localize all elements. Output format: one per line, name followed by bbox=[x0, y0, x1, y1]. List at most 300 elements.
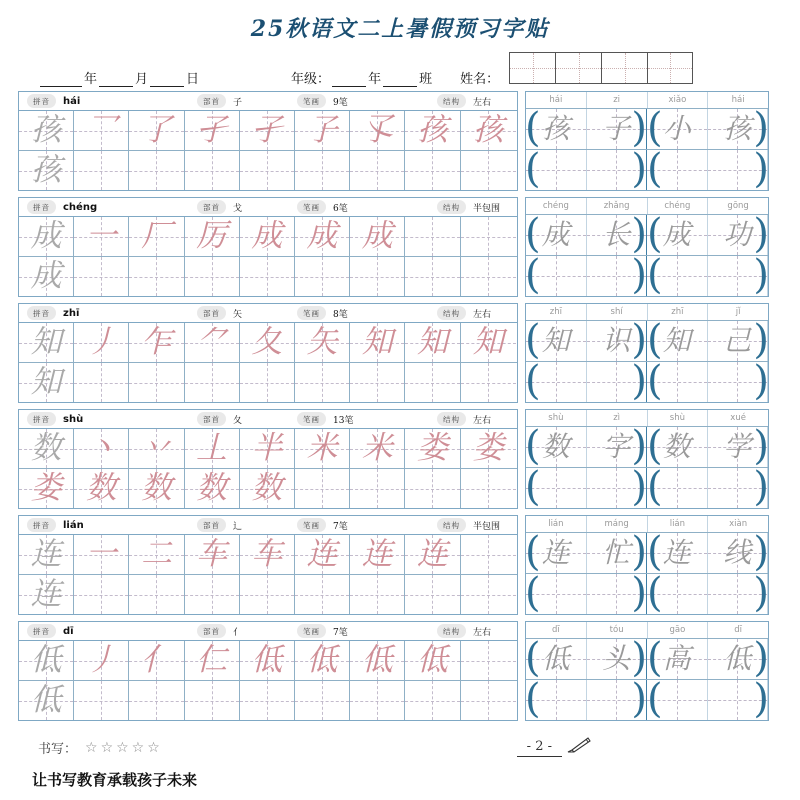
model-character: 成 bbox=[30, 258, 62, 294]
bracket-middle-icon: )( bbox=[631, 635, 663, 682]
practice-cell[interactable] bbox=[350, 575, 405, 614]
stroke-step-character: 连 bbox=[416, 536, 448, 572]
practice-cell[interactable] bbox=[129, 575, 184, 614]
practice-grid-line bbox=[19, 681, 517, 720]
vocabulary-cell[interactable] bbox=[647, 321, 708, 361]
vocabulary-pinyin: xué bbox=[730, 413, 746, 423]
practice-cell[interactable] bbox=[461, 217, 516, 256]
vocabulary-cell[interactable] bbox=[708, 635, 769, 682]
practice-cell[interactable] bbox=[129, 151, 184, 190]
vocabulary-cell[interactable] bbox=[647, 680, 708, 720]
practice-cell[interactable] bbox=[129, 641, 184, 680]
practice-cell[interactable] bbox=[350, 111, 405, 150]
vocabulary-line bbox=[525, 252, 769, 299]
info-pinyin bbox=[27, 306, 197, 320]
vocabulary-cell[interactable] bbox=[647, 533, 708, 573]
practice-cell[interactable] bbox=[295, 151, 350, 190]
practice-cell[interactable] bbox=[185, 681, 240, 720]
bracket-right-icon: ) bbox=[753, 570, 769, 617]
practice-cell[interactable] bbox=[74, 217, 129, 256]
stroke-step-character: 连 bbox=[306, 536, 338, 572]
practice-cell[interactable] bbox=[295, 323, 350, 362]
practice-cell[interactable] bbox=[129, 217, 184, 256]
vocabulary-pinyin: gāo bbox=[648, 622, 709, 638]
stroke-step-character: 车 bbox=[196, 536, 228, 572]
stroke-step-character: 孩 bbox=[472, 112, 504, 148]
bracket-left-icon: ( bbox=[525, 252, 541, 299]
vocabulary-character: 忙 bbox=[602, 536, 631, 569]
vocabulary-cell[interactable] bbox=[708, 529, 769, 576]
vocabulary-cell[interactable] bbox=[587, 533, 648, 573]
practice-cell[interactable] bbox=[295, 535, 350, 574]
vocabulary-character: 功 bbox=[723, 218, 752, 251]
practice-cell[interactable] bbox=[185, 641, 240, 680]
vocabulary-cell[interactable] bbox=[708, 211, 769, 258]
vocabulary-character: 长 bbox=[602, 218, 631, 251]
stroke-step-character: 半 bbox=[251, 430, 283, 466]
practice-cell[interactable] bbox=[185, 535, 240, 574]
vocabulary-pinyin: chéng bbox=[526, 198, 587, 214]
info-strokes bbox=[297, 306, 437, 320]
vocabulary-cell[interactable] bbox=[525, 423, 587, 470]
practice-cell[interactable] bbox=[19, 217, 74, 256]
bracket-right-icon: ) bbox=[753, 676, 769, 723]
info-strokes-label: 笔画 bbox=[297, 412, 326, 426]
practice-cell[interactable] bbox=[295, 681, 350, 720]
name-box[interactable] bbox=[647, 52, 693, 84]
practice-grid-line bbox=[19, 217, 517, 257]
practice-cell[interactable] bbox=[461, 575, 516, 614]
name-box[interactable] bbox=[601, 52, 647, 84]
vocabulary-line bbox=[525, 570, 769, 617]
vocabulary-line bbox=[525, 423, 769, 470]
info-strokes bbox=[297, 518, 437, 532]
bracket-right-icon: ) bbox=[753, 317, 769, 364]
practice-cell[interactable] bbox=[19, 469, 74, 508]
info-structure-label: 结构 bbox=[437, 518, 466, 532]
stroke-step-character: 数 bbox=[251, 470, 283, 506]
practice-cell[interactable] bbox=[295, 429, 350, 468]
info-pinyin bbox=[27, 200, 197, 214]
vocabulary-character: 数 bbox=[662, 430, 691, 463]
star-rating[interactable]: ☆☆☆☆☆ bbox=[85, 739, 163, 755]
vocabulary-grid bbox=[525, 317, 769, 405]
vocabulary-cell[interactable] bbox=[708, 358, 769, 405]
practice-cell[interactable] bbox=[240, 469, 295, 508]
practice-cell[interactable] bbox=[295, 217, 350, 256]
vocabulary-character: 知 bbox=[662, 324, 691, 357]
practice-cell[interactable] bbox=[19, 111, 74, 150]
practice-cell[interactable] bbox=[461, 363, 516, 402]
practice-cell[interactable] bbox=[19, 151, 74, 190]
info-structure-label: 结构 bbox=[437, 94, 466, 108]
bracket-right-icon: ) bbox=[753, 423, 769, 470]
grade-label: 年级： bbox=[291, 72, 331, 87]
vocabulary-character: 学 bbox=[723, 430, 752, 463]
practice-cell[interactable] bbox=[129, 257, 184, 296]
practice-cell[interactable] bbox=[295, 469, 350, 508]
vocabulary-pinyin: gōng bbox=[727, 201, 749, 211]
vocabulary-line bbox=[525, 358, 769, 405]
vocabulary-pinyin: jǐ bbox=[735, 307, 741, 317]
practice-cell[interactable] bbox=[350, 681, 405, 720]
vocabulary-character: 己 bbox=[723, 324, 752, 357]
info-structure bbox=[437, 94, 491, 108]
vocabulary-cell[interactable] bbox=[587, 574, 648, 614]
stroke-step-character: 丿 bbox=[85, 642, 117, 678]
vocabulary-cell[interactable] bbox=[587, 468, 648, 508]
practice-cell[interactable] bbox=[295, 575, 350, 614]
date-month-blank[interactable] bbox=[99, 73, 133, 87]
vocabulary-pinyin: xiàn bbox=[729, 519, 748, 529]
name-label: 姓名： bbox=[460, 72, 500, 87]
info-structure-label: 结构 bbox=[437, 412, 466, 426]
vocabulary-cell[interactable] bbox=[647, 427, 708, 467]
vocabulary-character: 知 bbox=[541, 324, 570, 357]
model-character: 知 bbox=[30, 364, 62, 400]
practice-cell[interactable] bbox=[461, 111, 516, 150]
character-info-bar bbox=[19, 622, 517, 641]
practice-panel bbox=[18, 197, 518, 297]
info-structure bbox=[437, 200, 500, 214]
stroke-step-character: 数 bbox=[85, 470, 117, 506]
grade-year-blank[interactable] bbox=[332, 73, 366, 87]
vocabulary-cell[interactable] bbox=[647, 150, 708, 190]
model-character: 数 bbox=[30, 430, 62, 466]
practice-panel bbox=[18, 303, 518, 403]
name-input-boxes[interactable] bbox=[509, 52, 693, 84]
bracket-middle-icon: )( bbox=[631, 676, 663, 723]
practice-cell[interactable] bbox=[405, 111, 460, 150]
page-number: - 2 - bbox=[517, 739, 562, 757]
vocabulary-cell[interactable] bbox=[708, 676, 769, 723]
vocabulary-pinyin: hái bbox=[731, 95, 745, 105]
vocabulary-cell[interactable] bbox=[708, 464, 769, 511]
vocabulary-cell[interactable] bbox=[525, 358, 587, 405]
practice-cell[interactable] bbox=[74, 257, 129, 296]
vocabulary-cell[interactable] bbox=[587, 321, 648, 361]
practice-cell[interactable] bbox=[74, 363, 129, 402]
practice-cell[interactable] bbox=[19, 257, 74, 296]
info-radical bbox=[197, 200, 297, 214]
vocabulary-cell[interactable] bbox=[647, 215, 708, 255]
bracket-middle-icon: )( bbox=[631, 358, 663, 405]
practice-cell[interactable] bbox=[240, 257, 295, 296]
bracket-left-icon: ( bbox=[525, 105, 541, 152]
vocabulary-character: 连 bbox=[662, 536, 691, 569]
practice-cell[interactable] bbox=[240, 151, 295, 190]
writing-rating-label: 书写： bbox=[38, 742, 78, 757]
practice-cell[interactable] bbox=[19, 323, 74, 362]
stroke-step-character: 孓 bbox=[361, 112, 393, 148]
practice-cell[interactable] bbox=[295, 111, 350, 150]
practice-cell[interactable] bbox=[185, 469, 240, 508]
practice-cell[interactable] bbox=[129, 111, 184, 150]
practice-cell[interactable] bbox=[240, 641, 295, 680]
practice-cell[interactable] bbox=[461, 535, 516, 574]
vocabulary-pinyin: lián bbox=[526, 516, 587, 532]
practice-cell[interactable] bbox=[185, 323, 240, 362]
vocabulary-cell[interactable] bbox=[708, 252, 769, 299]
info-pinyin bbox=[27, 518, 197, 532]
practice-panel bbox=[18, 91, 518, 191]
practice-cell[interactable] bbox=[129, 363, 184, 402]
vocabulary-cell[interactable] bbox=[587, 680, 648, 720]
bracket-middle-icon: )( bbox=[631, 146, 663, 193]
vocabulary-panel bbox=[525, 197, 769, 297]
practice-cell[interactable] bbox=[405, 323, 460, 362]
practice-cell[interactable] bbox=[74, 575, 129, 614]
bracket-middle-icon: )( bbox=[631, 105, 663, 152]
practice-cell[interactable] bbox=[461, 681, 516, 720]
practice-cell[interactable] bbox=[19, 535, 74, 574]
stroke-step-character: 娄 bbox=[30, 470, 62, 506]
practice-cell[interactable] bbox=[350, 363, 405, 402]
stroke-step-character: 夂 bbox=[251, 324, 283, 360]
date-year-blank[interactable] bbox=[40, 73, 82, 87]
vocabulary-cell[interactable] bbox=[708, 570, 769, 617]
bracket-middle-icon: )( bbox=[631, 211, 663, 258]
vocabulary-grid bbox=[525, 635, 769, 723]
vocabulary-cell[interactable] bbox=[525, 146, 587, 193]
practice-cell[interactable] bbox=[19, 641, 74, 680]
practice-cell[interactable] bbox=[74, 151, 129, 190]
practice-cell[interactable] bbox=[74, 535, 129, 574]
practice-cell[interactable] bbox=[129, 323, 184, 362]
vocabulary-cell[interactable] bbox=[587, 362, 648, 402]
info-strokes-label: 笔画 bbox=[297, 94, 326, 108]
stroke-step-character: 一 bbox=[85, 536, 117, 572]
vocabulary-pinyin: zhǎng bbox=[587, 198, 648, 214]
practice-grid bbox=[19, 641, 517, 720]
practice-cell[interactable] bbox=[129, 429, 184, 468]
practice-cell[interactable] bbox=[129, 535, 184, 574]
practice-cell[interactable] bbox=[350, 429, 405, 468]
practice-cell[interactable] bbox=[405, 469, 460, 508]
practice-cell[interactable] bbox=[461, 429, 516, 468]
stroke-step-character: 连 bbox=[361, 536, 393, 572]
vocabulary-cell[interactable] bbox=[587, 427, 648, 467]
vocabulary-cell[interactable] bbox=[708, 105, 769, 152]
info-radical-label: 部首 bbox=[197, 624, 226, 638]
practice-cell[interactable] bbox=[405, 217, 460, 256]
vocabulary-line bbox=[525, 105, 769, 152]
practice-cell[interactable] bbox=[19, 363, 74, 402]
vocabulary-cell[interactable] bbox=[525, 252, 587, 299]
info-radical bbox=[197, 306, 297, 320]
vocabulary-pinyin-row bbox=[526, 304, 768, 321]
practice-cell[interactable] bbox=[350, 257, 405, 296]
info-pinyin-label: 拼音 bbox=[27, 306, 56, 320]
stroke-step-character: 孒 bbox=[306, 112, 338, 148]
vocabulary-cell[interactable] bbox=[647, 468, 708, 508]
practice-cell[interactable] bbox=[405, 429, 460, 468]
practice-cell[interactable] bbox=[19, 575, 74, 614]
bracket-left-icon: ( bbox=[525, 529, 541, 576]
info-radical-value: 矢 bbox=[233, 309, 243, 320]
bracket-left-icon: ( bbox=[525, 146, 541, 193]
bracket-left-icon: ( bbox=[525, 211, 541, 258]
bracket-left-icon: ( bbox=[525, 423, 541, 470]
stroke-step-character: 厉 bbox=[196, 218, 228, 254]
practice-cell[interactable] bbox=[405, 257, 460, 296]
practice-cell[interactable] bbox=[74, 323, 129, 362]
practice-cell[interactable] bbox=[185, 363, 240, 402]
info-strokes-label: 笔画 bbox=[297, 518, 326, 532]
bracket-middle-icon: )( bbox=[631, 423, 663, 470]
name-box[interactable] bbox=[509, 52, 555, 84]
practice-cell[interactable] bbox=[350, 535, 405, 574]
practice-cell[interactable] bbox=[240, 323, 295, 362]
vocabulary-character: 成 bbox=[541, 218, 570, 251]
practice-cell[interactable] bbox=[461, 257, 516, 296]
practice-cell[interactable] bbox=[461, 323, 516, 362]
practice-cell[interactable] bbox=[405, 641, 460, 680]
practice-cell[interactable] bbox=[240, 535, 295, 574]
character-block bbox=[18, 515, 782, 615]
info-pinyin bbox=[27, 412, 197, 426]
info-radical-value: 子 bbox=[233, 97, 243, 108]
practice-cell[interactable] bbox=[240, 575, 295, 614]
practice-cell[interactable] bbox=[240, 217, 295, 256]
practice-grid bbox=[19, 429, 517, 508]
vocabulary-cell[interactable] bbox=[647, 362, 708, 402]
vocabulary-cell[interactable] bbox=[525, 570, 587, 617]
vocabulary-cell[interactable] bbox=[525, 529, 587, 576]
vocabulary-cell[interactable] bbox=[647, 256, 708, 296]
info-radical bbox=[197, 412, 297, 426]
vocabulary-cell[interactable] bbox=[525, 211, 587, 258]
grade-class-blank[interactable] bbox=[383, 73, 417, 87]
practice-cell[interactable] bbox=[185, 575, 240, 614]
stroke-step-character: 车 bbox=[251, 536, 283, 572]
practice-cell[interactable] bbox=[74, 681, 129, 720]
stroke-step-character: 乍 bbox=[140, 324, 172, 360]
vocabulary-cell[interactable] bbox=[708, 146, 769, 193]
stroke-step-character: 矢 bbox=[306, 324, 338, 360]
date-month-label: 月 bbox=[135, 72, 149, 87]
footer-slogan: 让书写教育承载孩子未来 bbox=[32, 771, 198, 789]
practice-cell[interactable] bbox=[350, 469, 405, 508]
practice-cell[interactable] bbox=[405, 151, 460, 190]
practice-cell[interactable] bbox=[405, 363, 460, 402]
vocabulary-line bbox=[525, 211, 769, 258]
bracket-right-icon: ) bbox=[753, 635, 769, 682]
practice-cell[interactable] bbox=[405, 681, 460, 720]
practice-grid-line bbox=[19, 111, 517, 151]
date-day-blank[interactable] bbox=[150, 73, 184, 87]
vocabulary-grid bbox=[525, 529, 769, 617]
practice-cell[interactable] bbox=[129, 681, 184, 720]
practice-cell[interactable] bbox=[461, 469, 516, 508]
info-pinyin-label: 拼音 bbox=[27, 94, 56, 108]
practice-cell[interactable] bbox=[185, 257, 240, 296]
practice-cell[interactable] bbox=[74, 469, 129, 508]
practice-cell[interactable] bbox=[295, 641, 350, 680]
vocabulary-cell[interactable] bbox=[587, 109, 648, 149]
bracket-left-icon: ( bbox=[525, 635, 541, 682]
practice-cell[interactable] bbox=[240, 111, 295, 150]
vocabulary-cell[interactable] bbox=[525, 317, 587, 364]
vocabulary-cell[interactable] bbox=[587, 256, 648, 296]
practice-cell[interactable] bbox=[240, 363, 295, 402]
practice-cell[interactable] bbox=[19, 681, 74, 720]
vocabulary-pinyin: hái bbox=[526, 92, 587, 108]
stroke-step-character: 孑 bbox=[251, 112, 283, 148]
vocabulary-cell[interactable] bbox=[587, 150, 648, 190]
practice-grid-line bbox=[19, 469, 517, 508]
practice-cell[interactable] bbox=[19, 429, 74, 468]
info-structure-label: 结构 bbox=[437, 306, 466, 320]
vocabulary-cell[interactable] bbox=[525, 676, 587, 723]
stroke-step-character: 娄 bbox=[416, 430, 448, 466]
model-character: 孩 bbox=[30, 152, 62, 188]
info-pinyin-value: hái bbox=[63, 95, 81, 107]
practice-cell[interactable] bbox=[185, 217, 240, 256]
vocabulary-pinyin: shù bbox=[526, 410, 587, 426]
vocabulary-cell[interactable] bbox=[525, 635, 587, 682]
practice-cell[interactable] bbox=[185, 151, 240, 190]
character-info-bar bbox=[19, 410, 517, 429]
vocabulary-cell[interactable] bbox=[587, 639, 648, 679]
practice-cell[interactable] bbox=[461, 151, 516, 190]
vocabulary-cell[interactable] bbox=[647, 574, 708, 614]
stroke-step-character: 成 bbox=[361, 218, 393, 254]
practice-cell[interactable] bbox=[240, 429, 295, 468]
practice-cell[interactable] bbox=[350, 323, 405, 362]
stroke-step-character: 低 bbox=[361, 642, 393, 678]
practice-cell[interactable] bbox=[185, 429, 240, 468]
vocabulary-character: 孩 bbox=[723, 112, 752, 145]
practice-grid-line bbox=[19, 575, 517, 614]
character-block bbox=[18, 197, 782, 297]
vocabulary-cell[interactable] bbox=[525, 464, 587, 511]
practice-cell[interactable] bbox=[74, 429, 129, 468]
vocabulary-cell[interactable] bbox=[708, 423, 769, 470]
practice-cell[interactable] bbox=[185, 111, 240, 150]
practice-cell[interactable] bbox=[240, 681, 295, 720]
vocabulary-panel bbox=[525, 91, 769, 191]
model-character: 孩 bbox=[30, 112, 62, 148]
stroke-step-character: 米 bbox=[306, 430, 338, 466]
model-character: 连 bbox=[30, 536, 62, 572]
practice-cell[interactable] bbox=[350, 217, 405, 256]
practice-cell[interactable] bbox=[461, 641, 516, 680]
vocabulary-cell[interactable] bbox=[647, 639, 708, 679]
vocabulary-cell[interactable] bbox=[708, 317, 769, 364]
practice-cell[interactable] bbox=[350, 151, 405, 190]
vocabulary-cell[interactable] bbox=[587, 215, 648, 255]
practice-cell[interactable] bbox=[295, 363, 350, 402]
practice-cell[interactable] bbox=[350, 641, 405, 680]
name-box[interactable] bbox=[555, 52, 601, 84]
vocabulary-character: 识 bbox=[602, 324, 631, 357]
practice-cell[interactable] bbox=[295, 257, 350, 296]
practice-cell[interactable] bbox=[405, 575, 460, 614]
bracket-left-icon: ( bbox=[525, 317, 541, 364]
vocabulary-cell[interactable] bbox=[647, 109, 708, 149]
practice-cell[interactable] bbox=[74, 111, 129, 150]
practice-cell[interactable] bbox=[405, 535, 460, 574]
practice-cell[interactable] bbox=[129, 469, 184, 508]
practice-grid-line bbox=[19, 429, 517, 469]
vocabulary-cell[interactable] bbox=[525, 105, 587, 152]
stroke-step-character: 孑 bbox=[196, 112, 228, 148]
practice-cell[interactable] bbox=[74, 641, 129, 680]
footer-top-row bbox=[18, 736, 782, 759]
character-block bbox=[18, 303, 782, 403]
vocabulary-panel bbox=[525, 621, 769, 721]
